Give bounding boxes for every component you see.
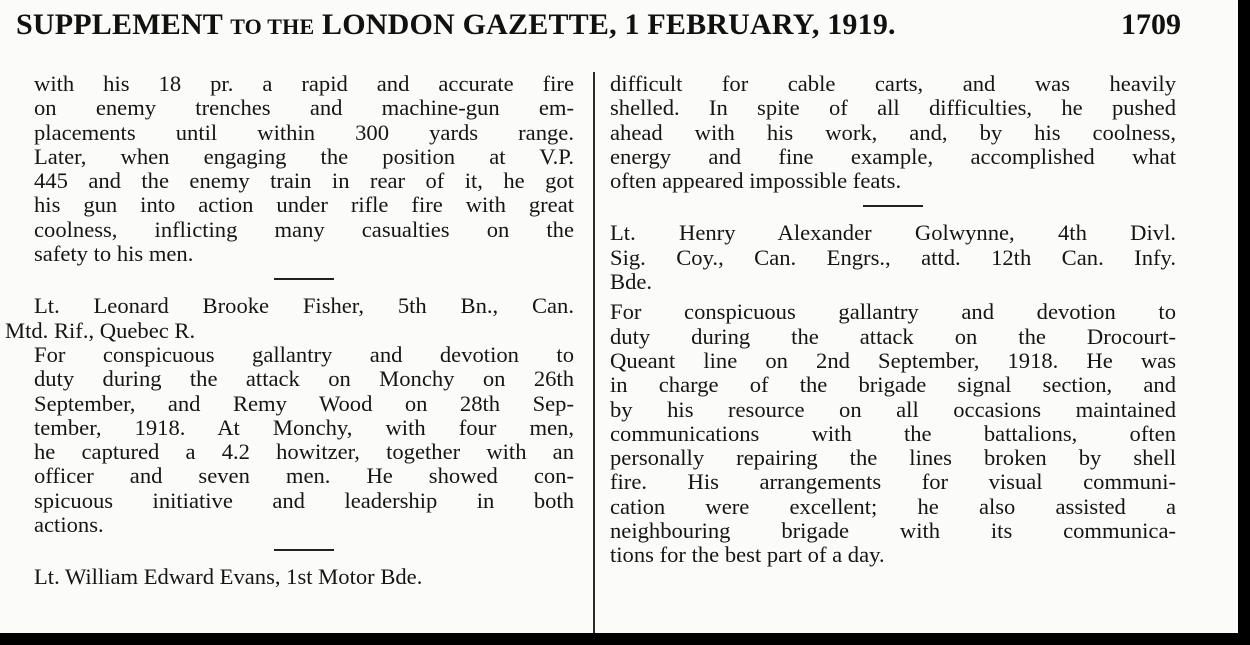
citation-body-fisher xyxy=(34,343,574,537)
citation-heading-fisher xyxy=(5,293,574,343)
text-line: duty during the attack on Monchy on 26th xyxy=(34,366,574,392)
column-divider xyxy=(593,72,595,633)
text-line: officer and seven men. He showed con- xyxy=(34,463,574,489)
text-line: For conspicuous gallantry and devotion to xyxy=(610,299,1176,325)
text-line: often appeared impossible feats. xyxy=(610,168,902,194)
citation-heading-golwynne xyxy=(610,221,1176,294)
text-line: fire. His arrangements for visual communi- xyxy=(610,469,1176,495)
page-header xyxy=(16,8,1181,52)
left-continued-paragraph xyxy=(34,72,574,266)
entry-separator xyxy=(274,549,334,551)
text-line: Lt. Leonard Brooke Fisher, 5th Bn., Can. xyxy=(34,293,574,319)
text-line: personally repairing the lines broken by shell xyxy=(610,445,1176,471)
text-line: placements until within 300 yards range. xyxy=(34,119,574,145)
text-line: his gun into action under rifle fire with great xyxy=(34,192,574,218)
text-line: on enemy trenches and machine-gun em- xyxy=(34,95,574,121)
entry-separator xyxy=(863,205,923,207)
cut-off-heading-line: Lt. William Edward Evans, 1st Motor Bde. xyxy=(34,564,423,590)
text-line: Later, when engaging the position at V.P. xyxy=(34,143,574,169)
text-line: actions. xyxy=(34,512,104,538)
text-line: Queant line on 2nd September, 1918. He was xyxy=(610,347,1176,373)
title-part-london-gazette-date: LONDON GAZETTE, 1 FEBRUARY, 1919. xyxy=(322,8,896,41)
title-part-to-the: TO THE xyxy=(230,14,315,39)
text-line: neighbouring brigade with its communica- xyxy=(610,518,1176,544)
text-line: Sig. Coy., Can. Engrs., attd. 12th Can. Infy. xyxy=(610,244,1176,270)
right-column xyxy=(610,72,1176,568)
text-line: cation were excellent; he also assisted a xyxy=(610,493,1176,519)
text-line: shelled. In spite of all difficulties, he pushed xyxy=(610,95,1176,121)
text-line: 445 and the enemy train in rear of it, he got xyxy=(34,168,574,194)
text-line: tember, 1918. At Monchy, with four men, xyxy=(34,414,574,440)
gazette-title xyxy=(16,8,896,42)
text-line: safety to his men. xyxy=(34,241,194,267)
title-part-supplement: SUPPLEMENT xyxy=(16,8,223,41)
text-line: spicuous initiative and leadership in both xyxy=(34,487,574,513)
text-line: by his resource on all occasions maintained xyxy=(610,396,1176,422)
text-line: duty during the attack on the Drocourt- xyxy=(610,323,1176,349)
text-line: ahead with his work, and, by his coolness, xyxy=(610,119,1176,145)
text-line: September, and Remy Wood on 28th Sep- xyxy=(34,390,574,416)
text-line: Lt. Henry Alexander Golwynne, 4th Divl. xyxy=(610,220,1176,246)
entry-separator xyxy=(274,278,334,280)
text-line: coolness, inflicting many casualties on the xyxy=(34,216,574,242)
citation-body-golwynne xyxy=(610,300,1176,567)
right-continued-paragraph xyxy=(610,72,1176,193)
left-column xyxy=(5,71,574,590)
text-line: For conspicuous gallantry and devotion to xyxy=(34,341,574,367)
text-line: he captured a 4.2 howitzer, together with an xyxy=(34,439,574,465)
text-line: Bde. xyxy=(610,269,653,295)
text-line: tions for the best part of a day. xyxy=(610,542,885,568)
page-number: 1709 xyxy=(1121,8,1181,41)
text-line: difficult for cable carts, and was heavily xyxy=(610,71,1176,96)
text-line: communications with the battalions, often xyxy=(610,420,1176,446)
text-line: in charge of the brigade signal section, and xyxy=(610,372,1176,398)
text-line: energy and fine example, accomplished what xyxy=(610,143,1176,169)
text-line: with his 18 pr. a rapid and accurate fire xyxy=(34,71,574,96)
text-line: Mtd. Rif., Quebec R. xyxy=(5,317,196,343)
